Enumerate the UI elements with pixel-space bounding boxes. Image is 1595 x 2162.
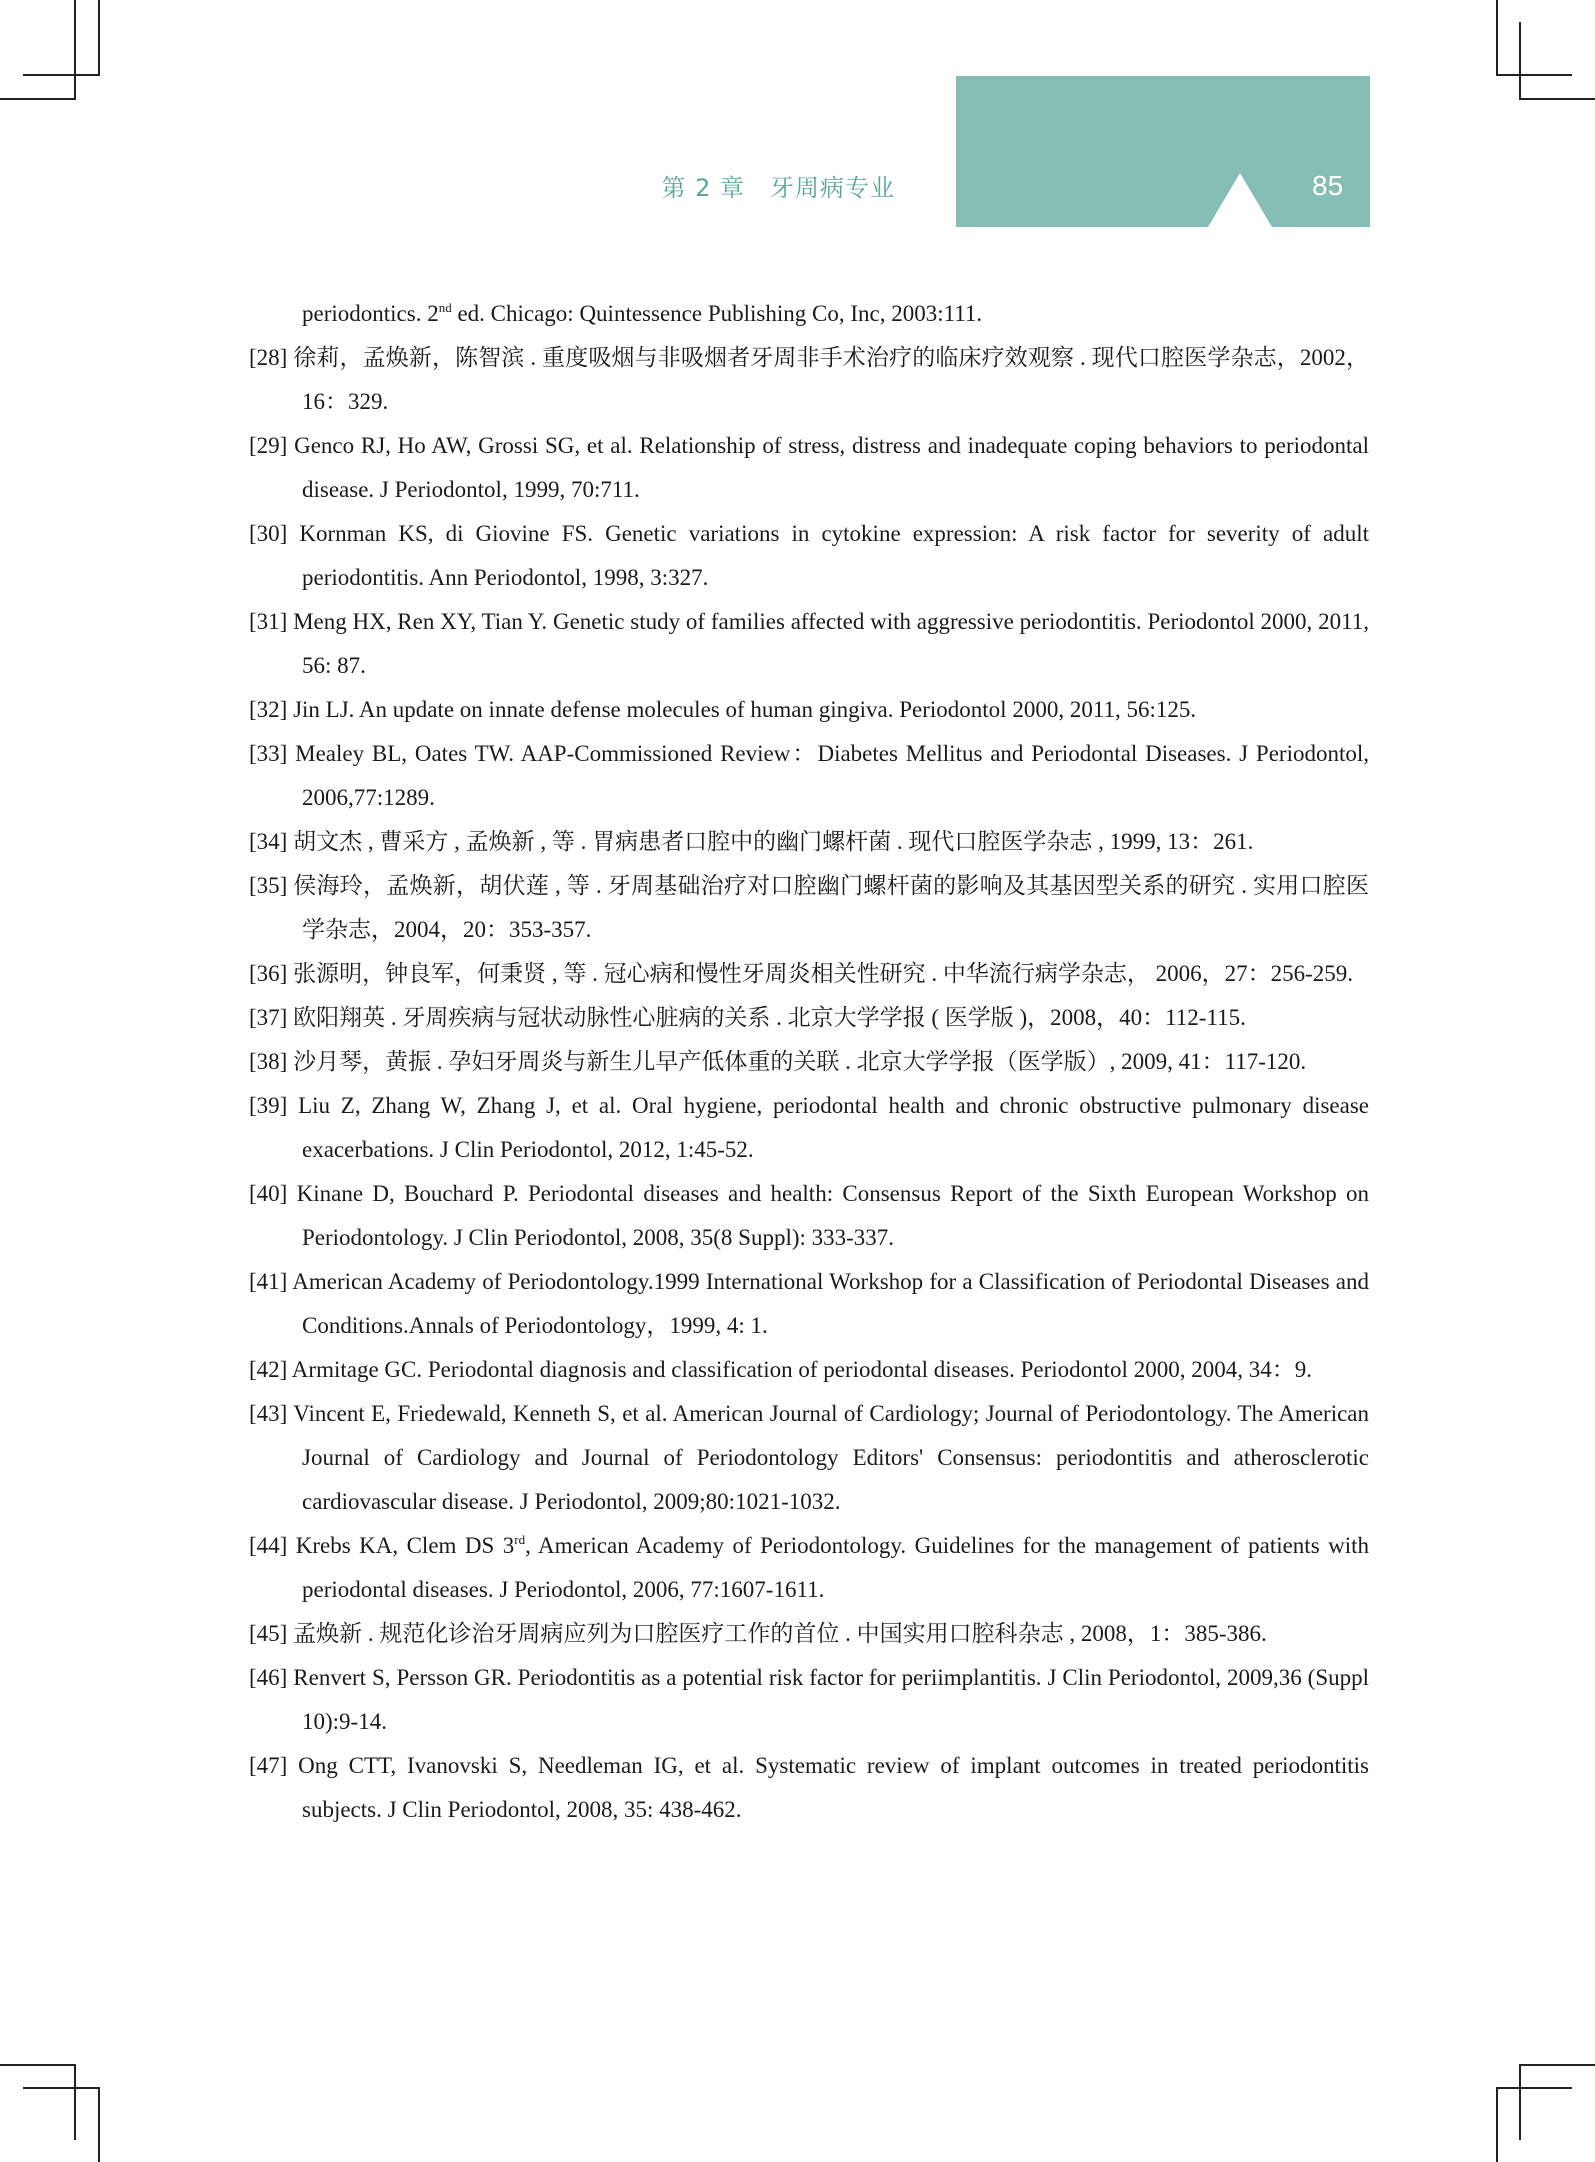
- crop-mark-bottom-right-h2: [1496, 2087, 1572, 2089]
- reference-item-39: [39] Liu Z, Zhang W, Zhang J, et al. Oral hygiene, periodontal health and chronic obstructive pulmonary disease exacerbations. J Clin Periodontol, 2012, 1:45-52.: [249, 1093, 1369, 1162]
- header-color-block: [956, 76, 1370, 227]
- crop-mark-top-left-v: [74, 0, 76, 100]
- reference-item-44: [44] Krebs KA, Clem DS 3rd, American Academy of Periodontology. Guidelines for the management of patients with periodontal diseases. J Periodontol, 2006, 77:1607-1611.: [249, 1532, 1369, 1602]
- reference-item-45: [45] 孟焕新 . 规范化诊治牙周病应列为口腔医疗工作的首位 . 中国实用口腔科杂志 , 2008，1：385-386.: [249, 1621, 1267, 1646]
- reference-item-42: [42] Armitage GC. Periodontal diagnosis and classification of periodontal diseases. Periodontol 2000, 2004, 34：9.: [249, 1357, 1312, 1382]
- crop-mark-top-left-h2: [23, 74, 99, 76]
- reference-item-29: [29] Genco RJ, Ho AW, Grossi SG, et al. Relationship of stress, distress and inadequate coping behaviors to periodontal disease. J Periodontol, 1999, 70:711.: [249, 433, 1369, 502]
- crop-mark-bottom-left-v2: [98, 2087, 100, 2162]
- chapter-title: 第 2 章 牙周病专业: [661, 174, 895, 202]
- crop-mark-bottom-right-v2: [1496, 2087, 1498, 2162]
- reference-item-33: [33] Mealey BL, Oates TW. AAP-Commissioned Review：Diabetes Mellitus and Periodontal Diseases. J Periodontol, 2006,77:1289.: [249, 741, 1369, 810]
- reference-list: [249, 292, 1369, 1832]
- crop-mark-bottom-right-v: [1519, 2064, 1521, 2140]
- reference-item-46: [46] Renvert S, Persson GR. Periodontitis as a potential risk factor for periimplantitis. J Clin Periodontol, 2009,36 (Suppl 10):9-14.: [249, 1665, 1369, 1734]
- crop-mark-bottom-left-h: [0, 2064, 76, 2066]
- reference-item-47: [47] Ong CTT, Ivanovski S, Needleman IG, et al. Systematic review of implant outcomes in treated periodontitis subjects. J Clin Periodontol, 2008, 35: 438-462.: [249, 1753, 1369, 1822]
- reference-item-38: [38] 沙月琴，黄振 . 孕妇牙周炎与新生儿早产低体重的关联 . 北京大学学报（医学版）, 2009, 41：117-120.: [249, 1049, 1307, 1074]
- reference-item-32: [32] Jin LJ. An update on innate defense molecules of human gingiva. Periodontol 2000, 2011, 56:125.: [249, 697, 1197, 722]
- crop-mark-top-left-v2: [98, 0, 100, 76]
- reference-item-31: [31] Meng HX, Ren XY, Tian Y. Genetic study of families affected with aggressive periodontitis. Periodontol 2000, 2011, 56: 87.: [249, 609, 1369, 678]
- crop-mark-top-right-v2: [1519, 22, 1521, 100]
- reference-item-36: [36] 张源明，钟良军，何秉贤 , 等 . 冠心病和慢性牙周炎相关性研究 . 中华流行病学杂志， 2006，27：256-259.: [249, 961, 1353, 986]
- reference-item-35: [35] 侯海玲，孟焕新，胡伏莲 , 等 . 牙周基础治疗对口腔幽门螺杆菌的影响及其基因型关系的研究 . 实用口腔医学杂志，2004，20：353-357.: [249, 873, 1369, 942]
- crop-mark-bottom-right-h: [1519, 2064, 1595, 2066]
- reference-item-27-continued: periodontics. 2nd ed. Chicago: Quintessence Publishing Co, Inc, 2003:111.: [302, 300, 983, 326]
- crop-mark-top-left-h: [0, 98, 76, 100]
- reference-item-37: [37] 欧阳翔英 . 牙周疾病与冠状动脉性心脏病的关系 . 北京大学学报 ( 医学版 )，2008，40：112-115.: [249, 1005, 1246, 1030]
- crop-mark-top-right-h2: [1519, 98, 1595, 100]
- header-notch: [1208, 173, 1272, 227]
- reference-item-34: [34] 胡文杰 , 曹采方 , 孟焕新 , 等 . 胃病患者口腔中的幽门螺杆菌 . 现代口腔医学杂志 , 1999, 13：261.: [249, 829, 1254, 854]
- page-number: 85: [1312, 170, 1344, 201]
- reference-item-43: [43] Vincent E, Friedewald, Kenneth S, et al. American Journal of Cardiology; Journal of Periodontology. The American Journal of Cardiology and Journal of Periodontology Editors' Consensus: periodontitis and atherosclerotic cardiovascular disease. J Periodontol, 2009;80:1021-1032.: [249, 1401, 1369, 1514]
- crop-mark-bottom-left-v: [74, 2064, 76, 2140]
- crop-mark-top-right-h: [1496, 74, 1572, 76]
- reference-item-40: [40] Kinane D, Bouchard P. Periodontal diseases and health: Consensus Report of the Sixth European Workshop on Periodontology. J Clin Periodontol, 2008, 35(8 Suppl): 333-337.: [249, 1181, 1369, 1250]
- crop-mark-bottom-left-h2: [23, 2087, 99, 2089]
- reference-item-28: [28] 徐莉，孟焕新，陈智滨 . 重度吸烟与非吸烟者牙周非手术治疗的临床疗效观察 . 现代口腔医学杂志，2002，16：329.: [249, 345, 1369, 414]
- reference-item-30: [30] Kornman KS, di Giovine FS. Genetic variations in cytokine expression: A risk factor for severity of adult periodontitis. Ann Periodontol, 1998, 3:327.: [249, 521, 1369, 590]
- crop-mark-top-right-v: [1496, 0, 1498, 76]
- reference-item-41: [41] American Academy of Periodontology.1999 International Workshop for a Classification of Periodontal Diseases and Conditions.Annals of Periodontology，1999, 4: 1.: [249, 1269, 1369, 1338]
